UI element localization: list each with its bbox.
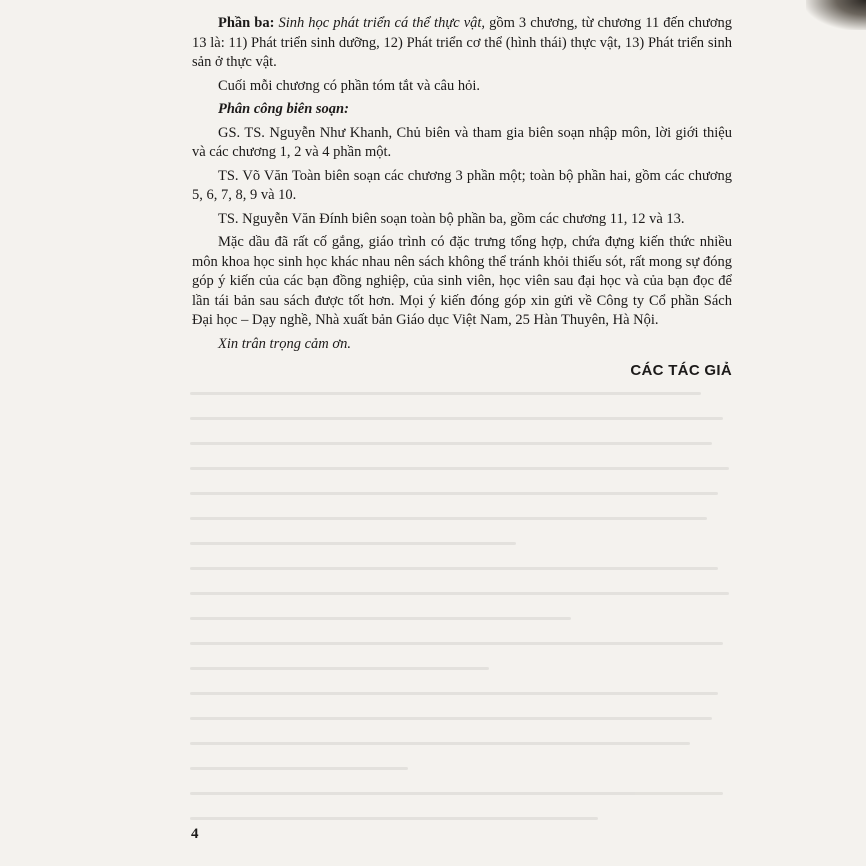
authors-heading: Phân công biên soạn: [218, 101, 349, 117]
closing-paragraph: Mặc dầu đã rất cố gắng, giáo trình có đặc trưng tổng hợp, chứa đựng kiến thức nhiều môn khoa học sinh học khác nhau nên sách không thể tránh khỏi thiếu sót, rất mong sự đóng góp ý kiến của các bạn đồng nghiệp, của sinh viên, học viên sau đại học và của bạn đọc để lần tái bản sau sách được tốt hơn. Mọi ý kiến đóng góp xin gửi về Công ty Cổ phần Sách Đại học – Dạy nghề, Nhà xuất bản Giáo dục Việt Nam, 25 Hàn Thuyên, Hà Nội. [192, 234, 732, 328]
part-three-description: gồm 3 chương, từ chương 11 đến chương 13 là: 11) Phát triển sinh dưỡng, 12) Phát triển cơ thể (hình thái) thực vật, 13) Phát triển sinh sản ở thực vật. [192, 15, 733, 70]
part-three-title: Sinh học phát triển cá thể thực vật, [278, 15, 486, 31]
author-credit-2: TS. Võ Văn Toàn biên soạn các chương 3 phần một; toàn bộ phần hai, gồm các chương 5, 6, 7, 8, 9 và 10. [192, 167, 732, 203]
part-three-label: Phần ba: [218, 15, 275, 31]
thanks-line: Xin trân trọng cảm ơn. [218, 335, 351, 352]
body-text [192, 14, 732, 358]
page-corner-shadow [806, 0, 866, 30]
chapter-summary-note: Cuối mỗi chương có phần tóm tắt và câu hỏi. [218, 77, 480, 94]
bleed-through-text [190, 392, 734, 812]
author-credit-1: GS. TS. Nguyễn Như Khanh, Chủ biên và tham gia biên soạn nhập môn, lời giới thiệu và các chương 1, 2 và 4 phần một. [192, 124, 732, 160]
authors-signature: CÁC TÁC GIẢ [630, 362, 732, 379]
author-credit-3: TS. Nguyễn Văn Đính biên soạn toàn bộ phần ba, gồm các chương 11, 12 và 13. [218, 210, 685, 227]
part-three-paragraph [192, 14, 732, 73]
page-number: 4 [191, 826, 199, 842]
